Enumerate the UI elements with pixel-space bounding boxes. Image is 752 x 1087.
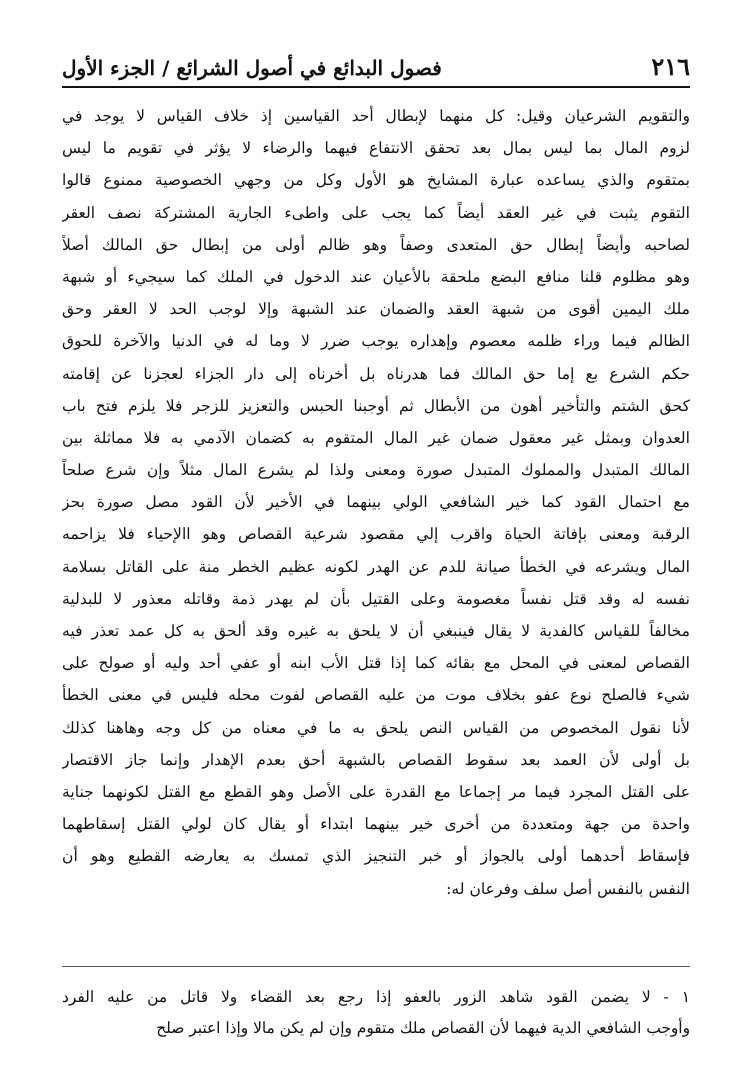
text-line: حكم الشرع بع إما حق المالك فما هدرناه بل أخرناه إلى دار الجزاء لعجزنا عن إقامته [62,364,690,383]
text-line: كحق الشتم والتأخير أهون من الأبطال ثم أوجبنا الحبس والتعزيز للزجر فلا يلزم فتح باب [62,396,690,415]
numbered-paragraph [62,982,690,1044]
text-line: بل أولى لأن العمد بعد سقوط القصاص بالشبهة أحق بعدم الإهدار وإنما جاز الاقتصار [62,750,690,769]
text-line: وأوجب الشافعي الدية فيهما لأن القصاص ملك متقوم وإن لم يكن مالا وإذا اعتبر صلح [156,1019,690,1037]
text-line: ملك اليمين أقوى من شبهة العقد والضمان عند الشبهة وإلا لوجب الحد لا العقر وحق [62,300,690,319]
text-line: والتقويم الشرعيان وقيل: كل منهما لإبطال أحد القياسين إذ خلاف القياس لا يوجد في [62,107,690,125]
text-line: القصاص لمعنى في المحل مع بقائه كما إذا قتل الأب ابنه أو عفي أحد وليه أو صولح على [62,654,690,673]
text-line: العدوان وبمثل غير معقول ضمان غير المال المتقوم به كضمان الآدمي به فلا مماثلة بين [62,428,690,447]
text-line: شيء فالصلح نوع عفو بخلاف موت من عليه القصاص لفوت محله فليس في معنى الخطأ [62,686,690,705]
text-line: المالك المتبدل والمملوك المتبدل صورة ومعنى ولذا لم يشرع المال مثلاً وإن شرع صلحاً [62,461,690,480]
text-line: بمتقوم والذي يساعده عبارة المشايخ هو الأول وكل من وجهي الخصوصية ممنوع قالوا [62,171,690,190]
text-line: نفسه له وقد قتل نفساً مغصومة وعلى القتيل بأن لم يهدر ذمة وقاتله معذور لا للبدلية [62,589,690,608]
text-line: النفس بالنفس أصل سلف وفرعان له: [446,879,690,898]
text-line: وهو مظلوم قلنا منافع البضع ملحقة بالأعيان عند الدخول في الملك كما سيجيء أو شبهة [62,267,690,286]
page-number: ٢١٦ [651,52,690,81]
text-line: لأنا نقول المخصوص من القياس النص يلحق به ما في معناه من كل وجه وهاهنا كذلك [62,718,690,737]
text-line: مع احتمال القود كما خير الشافعي الولي بينهما في الأخير لأن القود مصل صورة بحز [62,493,690,512]
text-line: الظالم فيما وراء ظلمه معصوم وإهداره يوجب ضرر لا وما له في الدنيا والآخرة للحوق [62,332,690,351]
text-line: ١ - لا يضمن القود شاهد الزور بالعفو إذا رجع بعد القضاء ولا قاتل من عليه الفرد [62,988,690,1006]
text-line: لزوم المال بما ليس بمال بعد تحقق الانتفاع فيهما والرضاء لا يؤثر في تقويم ما ليس [62,139,690,158]
running-title: فصول البدائع في أصول الشرائع / الجزء الأول [62,56,442,80]
text-line: المال ويشرعه في الخطأ صيانة للدم عن الهدر لكونه عظيم الخطر منة على القاتل بسلامة [62,557,690,576]
text-line: واحدة من جهة ومتعددة من أخرى خير بينهما ابتداء أو يقال كان لولي القتل إسقاطهما [62,815,690,834]
text-line: مخالفاً للقياس كالفدية لا يقال فينبغي أن لا يلحق به غيره وقد ألحق به كل عمد تعذر فيه [62,622,690,640]
header-rule [62,86,690,88]
page-header [62,52,690,88]
text-line: التقوم يثبت في غير العقد أيضاً كما يجب على واطىء الجارية المشتركة نصف العقر [62,203,690,222]
text-line: على القتل المجرد فيما مر إجماعا مع القدرة على الأصل وهو القطع مع القتل لكونهما جناية [62,782,690,801]
text-line: فإسقاط أحدهما أولى بالجواز أو خبر التنجيز الذي تمسك به يعارضه القطيع وهو أن [62,847,690,866]
text-line: الرقبة ومعنى بإفاتة الحياة واقرب إلي مقصود شرعية القصاص وهو االإحياء فلا يزاحمه [62,525,690,544]
text-line: لصاحبه وأيضاً إبطال حق المتعدى وصفاً وهو ظالم أولى من إبطال حق المالك أصلاً [62,235,690,254]
body-text [62,100,690,905]
section-divider [62,966,690,967]
